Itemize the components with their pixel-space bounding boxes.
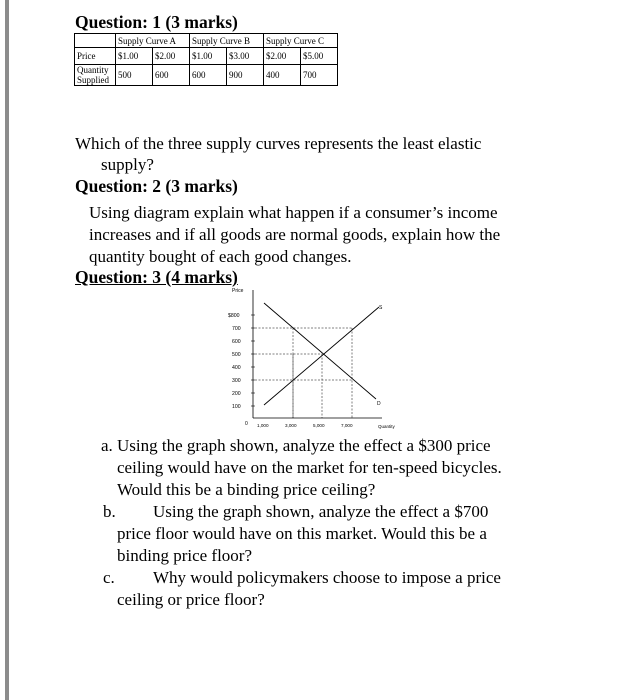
part-c-line2: ceiling or price floor? xyxy=(117,590,265,609)
y-tick-label: 400 xyxy=(232,365,241,371)
question-1-text-line1: Which of the three supply curves represents the least elastic xyxy=(75,134,482,153)
x-tick-label: 5,000 xyxy=(313,423,325,428)
table-header-c: Supply Curve C xyxy=(264,34,338,48)
y-tick-label: 100 xyxy=(232,404,241,410)
supply-curve xyxy=(264,307,379,405)
x-axis-label: Quantity xyxy=(378,424,395,429)
part-c-line1: Why would policymakers choose to impose a price xyxy=(153,568,501,587)
table-cell: 600 xyxy=(190,65,227,86)
question-1-title: Question: 1 (3 marks) xyxy=(75,12,238,32)
table-cell: 700 xyxy=(301,65,338,86)
origin-label: 0 xyxy=(245,421,248,427)
demand-curve xyxy=(264,303,376,399)
page-left-border xyxy=(5,0,9,700)
table-cell: $1.00 xyxy=(116,48,153,65)
guide-lines xyxy=(255,328,352,418)
y-tick-label: 700 xyxy=(232,326,241,332)
x-tick-label: 1,000 xyxy=(257,423,269,428)
table-header-row xyxy=(75,34,338,48)
part-a-line3: Would this be a binding price ceiling? xyxy=(117,480,376,499)
table-cell: 600 xyxy=(153,65,190,86)
part-a-marker: a. xyxy=(101,436,113,455)
table-cell: $2.00 xyxy=(153,48,190,65)
qty-label-line2: Supplied xyxy=(77,75,110,85)
question-2-line2: increases and if all goods are normal goods, explain how the xyxy=(89,225,501,244)
y-axis-label: Price xyxy=(232,288,244,294)
supply-table xyxy=(74,33,338,86)
part-b-line1: Using the graph shown, analyze the effect a $700 xyxy=(153,502,489,521)
table-header-b: Supply Curve B xyxy=(190,34,264,48)
table-row-quantity xyxy=(75,65,338,86)
part-b-line2: price floor would have on this market. Would this be a xyxy=(117,524,487,543)
y-tick-label: 200 xyxy=(232,391,241,397)
part-a-line1: Using the graph shown, analyze the effect a $300 price xyxy=(117,436,491,455)
y-tick-label: 600 xyxy=(232,339,241,345)
x-tick-label: 3,000 xyxy=(285,423,297,428)
y-tick-label: 300 xyxy=(232,378,241,384)
table-cell: $3.00 xyxy=(227,48,264,65)
part-c-marker: c. xyxy=(103,568,115,587)
qty-label-line1: Quantity xyxy=(77,65,109,75)
x-tick-label: 7,000 xyxy=(341,423,353,428)
table-cell: $1.00 xyxy=(190,48,227,65)
table-cell: 400 xyxy=(264,65,301,86)
part-b-marker: b. xyxy=(103,502,116,521)
table-cell: 500 xyxy=(116,65,153,86)
table-row-label: Price xyxy=(75,48,116,65)
table-cell: 900 xyxy=(227,65,264,86)
demand-curve-label: D xyxy=(377,401,381,407)
question-2-line1: Using diagram explain what happen if a consumer’s income xyxy=(89,203,498,222)
y-tick-label: $800 xyxy=(228,313,240,319)
question-3-title: Question: 3 (4 marks) xyxy=(75,267,238,287)
question-2-title: Question: 2 (3 marks) xyxy=(75,176,238,196)
table-cell: $5.00 xyxy=(301,48,338,65)
part-b-line3: binding price floor? xyxy=(117,546,253,565)
question-2-line3: quantity bought of each good changes. xyxy=(89,247,352,266)
table-header-empty xyxy=(75,34,116,48)
question-1-text-line2: supply? xyxy=(101,155,154,174)
table-row-label xyxy=(75,65,116,86)
supply-curve-label: S xyxy=(379,305,383,311)
table-header-a: Supply Curve A xyxy=(116,34,190,48)
y-tick-label: 500 xyxy=(232,352,241,358)
table-row-price xyxy=(75,48,338,65)
table-cell: $2.00 xyxy=(264,48,301,65)
part-a-line2: ceiling would have on the market for ten-speed bicycles. xyxy=(117,458,502,477)
supply-demand-graph xyxy=(220,284,405,436)
